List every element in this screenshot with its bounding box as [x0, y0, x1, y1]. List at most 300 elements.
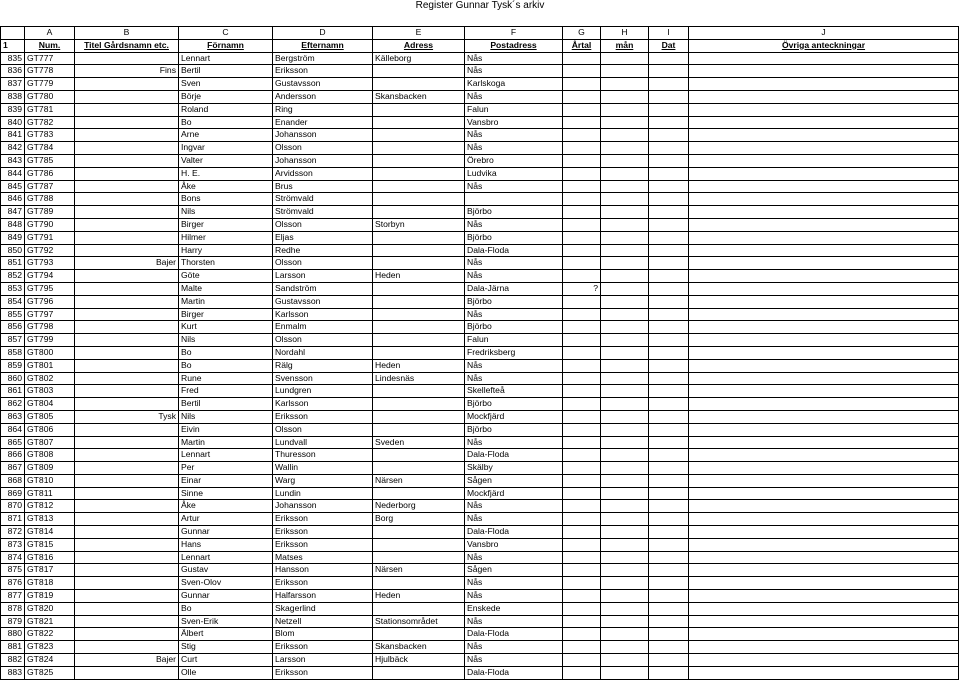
artal-cell[interactable]: [563, 270, 601, 283]
fornamn-cell[interactable]: Fred: [179, 385, 273, 398]
postadress-cell[interactable]: Nås: [465, 615, 563, 628]
num-cell[interactable]: GT815: [25, 538, 75, 551]
dat-cell[interactable]: [649, 334, 689, 347]
titel-cell[interactable]: [75, 615, 179, 628]
artal-cell[interactable]: [563, 65, 601, 78]
artal-cell[interactable]: [563, 462, 601, 475]
titel-cell[interactable]: [75, 487, 179, 500]
artal-cell[interactable]: [563, 308, 601, 321]
man-cell[interactable]: [601, 551, 649, 564]
efternamn-cell[interactable]: Thuresson: [273, 449, 373, 462]
titel-cell[interactable]: [75, 142, 179, 155]
adress-cell[interactable]: [373, 308, 465, 321]
adress-cell[interactable]: [373, 129, 465, 142]
header-ovriga[interactable]: Övriga anteckningar: [689, 39, 959, 52]
man-cell[interactable]: [601, 180, 649, 193]
num-cell[interactable]: GT822: [25, 628, 75, 641]
fornamn-cell[interactable]: Martin: [179, 295, 273, 308]
dat-cell[interactable]: [649, 257, 689, 270]
fornamn-cell[interactable]: Curt: [179, 654, 273, 667]
adress-cell[interactable]: [373, 321, 465, 334]
efternamn-cell[interactable]: Eriksson: [273, 577, 373, 590]
dat-cell[interactable]: [649, 487, 689, 500]
dat-cell[interactable]: [649, 282, 689, 295]
man-cell[interactable]: [601, 78, 649, 91]
num-cell[interactable]: GT791: [25, 231, 75, 244]
dat-cell[interactable]: [649, 90, 689, 103]
postadress-cell[interactable]: Nås: [465, 513, 563, 526]
man-cell[interactable]: [601, 52, 649, 65]
ovriga-cell[interactable]: [689, 346, 959, 359]
header-num[interactable]: Num.: [25, 39, 75, 52]
ovriga-cell[interactable]: [689, 78, 959, 91]
num-cell[interactable]: GT790: [25, 218, 75, 231]
dat-cell[interactable]: [649, 372, 689, 385]
ovriga-cell[interactable]: [689, 538, 959, 551]
artal-cell[interactable]: [563, 615, 601, 628]
adress-cell[interactable]: [373, 282, 465, 295]
num-cell[interactable]: GT795: [25, 282, 75, 295]
dat-cell[interactable]: [649, 129, 689, 142]
postadress-cell[interactable]: Dala-Floda: [465, 244, 563, 257]
adress-cell[interactable]: Närsen: [373, 564, 465, 577]
man-cell[interactable]: [601, 372, 649, 385]
column-letter[interactable]: G: [563, 27, 601, 40]
man-cell[interactable]: [601, 244, 649, 257]
fornamn-cell[interactable]: Bo: [179, 359, 273, 372]
num-cell[interactable]: GT802: [25, 372, 75, 385]
man-cell[interactable]: [601, 410, 649, 423]
titel-cell[interactable]: [75, 372, 179, 385]
titel-cell[interactable]: [75, 551, 179, 564]
postadress-cell[interactable]: Björbo: [465, 321, 563, 334]
fornamn-cell[interactable]: Olle: [179, 666, 273, 679]
postadress-cell[interactable]: Björbo: [465, 398, 563, 411]
fornamn-cell[interactable]: Lennart: [179, 449, 273, 462]
artal-cell[interactable]: [563, 526, 601, 539]
efternamn-cell[interactable]: Ring: [273, 103, 373, 116]
artal-cell[interactable]: [563, 500, 601, 513]
num-cell[interactable]: GT817: [25, 564, 75, 577]
postadress-cell[interactable]: Nås: [465, 500, 563, 513]
ovriga-cell[interactable]: [689, 654, 959, 667]
artal-cell[interactable]: [563, 167, 601, 180]
adress-cell[interactable]: Borg: [373, 513, 465, 526]
postadress-cell[interactable]: Björbo: [465, 295, 563, 308]
titel-cell[interactable]: [75, 590, 179, 603]
efternamn-cell[interactable]: Enander: [273, 116, 373, 129]
artal-cell[interactable]: [563, 218, 601, 231]
titel-cell[interactable]: [75, 500, 179, 513]
fornamn-cell[interactable]: Älbert: [179, 628, 273, 641]
titel-cell[interactable]: [75, 180, 179, 193]
num-cell[interactable]: GT825: [25, 666, 75, 679]
ovriga-cell[interactable]: [689, 282, 959, 295]
artal-cell[interactable]: [563, 372, 601, 385]
num-cell[interactable]: GT812: [25, 500, 75, 513]
fornamn-cell[interactable]: Sven-Erik: [179, 615, 273, 628]
efternamn-cell[interactable]: Eriksson: [273, 641, 373, 654]
efternamn-cell[interactable]: Enmalm: [273, 321, 373, 334]
artal-cell[interactable]: [563, 628, 601, 641]
fornamn-cell[interactable]: Stig: [179, 641, 273, 654]
dat-cell[interactable]: [649, 410, 689, 423]
fornamn-cell[interactable]: Åke: [179, 500, 273, 513]
ovriga-cell[interactable]: [689, 65, 959, 78]
ovriga-cell[interactable]: [689, 103, 959, 116]
efternamn-cell[interactable]: Skagerlind: [273, 602, 373, 615]
adress-cell[interactable]: [373, 295, 465, 308]
postadress-cell[interactable]: [465, 193, 563, 206]
artal-cell[interactable]: [563, 244, 601, 257]
titel-cell[interactable]: [75, 474, 179, 487]
num-cell[interactable]: GT805: [25, 410, 75, 423]
efternamn-cell[interactable]: Johansson: [273, 129, 373, 142]
efternamn-cell[interactable]: Blom: [273, 628, 373, 641]
adress-cell[interactable]: Stationsområdet: [373, 615, 465, 628]
efternamn-cell[interactable]: Strömvald: [273, 206, 373, 219]
ovriga-cell[interactable]: [689, 90, 959, 103]
num-cell[interactable]: GT810: [25, 474, 75, 487]
ovriga-cell[interactable]: [689, 423, 959, 436]
fornamn-cell[interactable]: Thorsten: [179, 257, 273, 270]
fornamn-cell[interactable]: Sven: [179, 78, 273, 91]
titel-cell[interactable]: [75, 103, 179, 116]
dat-cell[interactable]: [649, 654, 689, 667]
num-cell[interactable]: GT797: [25, 308, 75, 321]
postadress-cell[interactable]: Sågen: [465, 564, 563, 577]
num-cell[interactable]: GT778: [25, 65, 75, 78]
ovriga-cell[interactable]: [689, 116, 959, 129]
column-letter[interactable]: J: [689, 27, 959, 40]
man-cell[interactable]: [601, 218, 649, 231]
adress-cell[interactable]: Källeborg: [373, 52, 465, 65]
postadress-cell[interactable]: Dala-Floda: [465, 526, 563, 539]
header-efternamn[interactable]: Efternamn: [273, 39, 373, 52]
man-cell[interactable]: [601, 257, 649, 270]
num-cell[interactable]: GT804: [25, 398, 75, 411]
efternamn-cell[interactable]: Gustavsson: [273, 78, 373, 91]
postadress-cell[interactable]: Falun: [465, 103, 563, 116]
header-adress[interactable]: Adress: [373, 39, 465, 52]
ovriga-cell[interactable]: [689, 244, 959, 257]
fornamn-cell[interactable]: Ingvar: [179, 142, 273, 155]
artal-cell[interactable]: [563, 142, 601, 155]
postadress-cell[interactable]: Skellefteå: [465, 385, 563, 398]
efternamn-cell[interactable]: Eriksson: [273, 666, 373, 679]
adress-cell[interactable]: [373, 180, 465, 193]
num-cell[interactable]: GT779: [25, 78, 75, 91]
artal-cell[interactable]: [563, 78, 601, 91]
man-cell[interactable]: [601, 308, 649, 321]
dat-cell[interactable]: [649, 244, 689, 257]
postadress-cell[interactable]: Örebro: [465, 154, 563, 167]
titel-cell[interactable]: [75, 538, 179, 551]
fornamn-cell[interactable]: Bertil: [179, 398, 273, 411]
man-cell[interactable]: [601, 142, 649, 155]
man-cell[interactable]: [601, 270, 649, 283]
man-cell[interactable]: [601, 564, 649, 577]
postadress-cell[interactable]: Fredriksberg: [465, 346, 563, 359]
dat-cell[interactable]: [649, 551, 689, 564]
header-man[interactable]: mån: [601, 39, 649, 52]
efternamn-cell[interactable]: Sandström: [273, 282, 373, 295]
ovriga-cell[interactable]: [689, 564, 959, 577]
dat-cell[interactable]: [649, 641, 689, 654]
artal-cell[interactable]: [563, 52, 601, 65]
ovriga-cell[interactable]: [689, 474, 959, 487]
man-cell[interactable]: [601, 590, 649, 603]
adress-cell[interactable]: Skansbacken: [373, 641, 465, 654]
fornamn-cell[interactable]: Hilmer: [179, 231, 273, 244]
titel-cell[interactable]: [75, 154, 179, 167]
dat-cell[interactable]: [649, 359, 689, 372]
fornamn-cell[interactable]: Roland: [179, 103, 273, 116]
adress-cell[interactable]: [373, 206, 465, 219]
postadress-cell[interactable]: Nås: [465, 129, 563, 142]
dat-cell[interactable]: [649, 142, 689, 155]
man-cell[interactable]: [601, 602, 649, 615]
man-cell[interactable]: [601, 577, 649, 590]
dat-cell[interactable]: [649, 65, 689, 78]
man-cell[interactable]: [601, 449, 649, 462]
efternamn-cell[interactable]: Olsson: [273, 334, 373, 347]
num-cell[interactable]: GT787: [25, 180, 75, 193]
fornamn-cell[interactable]: Martin: [179, 436, 273, 449]
efternamn-cell[interactable]: Olsson: [273, 423, 373, 436]
dat-cell[interactable]: [649, 500, 689, 513]
efternamn-cell[interactable]: Larsson: [273, 270, 373, 283]
efternamn-cell[interactable]: Olsson: [273, 257, 373, 270]
postadress-cell[interactable]: Nås: [465, 577, 563, 590]
efternamn-cell[interactable]: Nordahl: [273, 346, 373, 359]
titel-cell[interactable]: [75, 270, 179, 283]
man-cell[interactable]: [601, 103, 649, 116]
postadress-cell[interactable]: Nås: [465, 641, 563, 654]
artal-cell[interactable]: [563, 103, 601, 116]
artal-cell[interactable]: [563, 321, 601, 334]
adress-cell[interactable]: Heden: [373, 359, 465, 372]
ovriga-cell[interactable]: [689, 590, 959, 603]
adress-cell[interactable]: [373, 423, 465, 436]
ovriga-cell[interactable]: [689, 500, 959, 513]
postadress-cell[interactable]: Nås: [465, 90, 563, 103]
postadress-cell[interactable]: Björbo: [465, 206, 563, 219]
num-cell[interactable]: GT785: [25, 154, 75, 167]
num-cell[interactable]: GT821: [25, 615, 75, 628]
postadress-cell[interactable]: Björbo: [465, 231, 563, 244]
artal-cell[interactable]: [563, 487, 601, 500]
adress-cell[interactable]: [373, 257, 465, 270]
efternamn-cell[interactable]: Netzell: [273, 615, 373, 628]
efternamn-cell[interactable]: Eriksson: [273, 526, 373, 539]
dat-cell[interactable]: [649, 474, 689, 487]
fornamn-cell[interactable]: Börje: [179, 90, 273, 103]
postadress-cell[interactable]: Enskede: [465, 602, 563, 615]
num-cell[interactable]: GT788: [25, 193, 75, 206]
postadress-cell[interactable]: Dala-Floda: [465, 666, 563, 679]
fornamn-cell[interactable]: Harry: [179, 244, 273, 257]
titel-cell[interactable]: [75, 167, 179, 180]
fornamn-cell[interactable]: Hans: [179, 538, 273, 551]
dat-cell[interactable]: [649, 103, 689, 116]
num-cell[interactable]: GT814: [25, 526, 75, 539]
ovriga-cell[interactable]: [689, 167, 959, 180]
artal-cell[interactable]: [563, 129, 601, 142]
titel-cell[interactable]: [75, 436, 179, 449]
efternamn-cell[interactable]: Lundin: [273, 487, 373, 500]
man-cell[interactable]: [601, 487, 649, 500]
num-cell[interactable]: GT784: [25, 142, 75, 155]
efternamn-cell[interactable]: Eljas: [273, 231, 373, 244]
efternamn-cell[interactable]: Matses: [273, 551, 373, 564]
adress-cell[interactable]: Heden: [373, 270, 465, 283]
efternamn-cell[interactable]: Gustavsson: [273, 295, 373, 308]
dat-cell[interactable]: [649, 167, 689, 180]
postadress-cell[interactable]: Vansbro: [465, 538, 563, 551]
column-letter[interactable]: C: [179, 27, 273, 40]
ovriga-cell[interactable]: [689, 231, 959, 244]
fornamn-cell[interactable]: Per: [179, 462, 273, 475]
titel-cell[interactable]: [75, 116, 179, 129]
dat-cell[interactable]: [649, 602, 689, 615]
adress-cell[interactable]: [373, 65, 465, 78]
header-fornamn[interactable]: Förnamn: [179, 39, 273, 52]
column-letter[interactable]: E: [373, 27, 465, 40]
artal-cell[interactable]: [563, 641, 601, 654]
titel-cell[interactable]: [75, 385, 179, 398]
artal-cell[interactable]: [563, 513, 601, 526]
num-cell[interactable]: GT803: [25, 385, 75, 398]
artal-cell[interactable]: [563, 154, 601, 167]
artal-cell[interactable]: [563, 564, 601, 577]
adress-cell[interactable]: [373, 193, 465, 206]
artal-cell[interactable]: [563, 398, 601, 411]
titel-cell[interactable]: [75, 462, 179, 475]
postadress-cell[interactable]: Nås: [465, 654, 563, 667]
titel-cell[interactable]: [75, 218, 179, 231]
titel-cell[interactable]: [75, 129, 179, 142]
ovriga-cell[interactable]: [689, 308, 959, 321]
dat-cell[interactable]: [649, 193, 689, 206]
efternamn-cell[interactable]: Johansson: [273, 500, 373, 513]
artal-cell[interactable]: [563, 385, 601, 398]
efternamn-cell[interactable]: Rälg: [273, 359, 373, 372]
fornamn-cell[interactable]: Artur: [179, 513, 273, 526]
titel-cell[interactable]: [75, 526, 179, 539]
adress-cell[interactable]: Lindesnäs: [373, 372, 465, 385]
ovriga-cell[interactable]: [689, 193, 959, 206]
num-cell[interactable]: GT798: [25, 321, 75, 334]
artal-cell[interactable]: [563, 231, 601, 244]
num-cell[interactable]: GT818: [25, 577, 75, 590]
ovriga-cell[interactable]: [689, 487, 959, 500]
fornamn-cell[interactable]: Bons: [179, 193, 273, 206]
artal-cell[interactable]: [563, 474, 601, 487]
man-cell[interactable]: [601, 538, 649, 551]
efternamn-cell[interactable]: Larsson: [273, 654, 373, 667]
titel-cell[interactable]: [75, 666, 179, 679]
dat-cell[interactable]: [649, 206, 689, 219]
artal-cell[interactable]: [563, 423, 601, 436]
postadress-cell[interactable]: Nås: [465, 52, 563, 65]
num-cell[interactable]: GT806: [25, 423, 75, 436]
efternamn-cell[interactable]: Bergström: [273, 52, 373, 65]
adress-cell[interactable]: [373, 346, 465, 359]
ovriga-cell[interactable]: [689, 334, 959, 347]
ovriga-cell[interactable]: [689, 462, 959, 475]
ovriga-cell[interactable]: [689, 526, 959, 539]
man-cell[interactable]: [601, 90, 649, 103]
ovriga-cell[interactable]: [689, 628, 959, 641]
num-cell[interactable]: GT782: [25, 116, 75, 129]
man-cell[interactable]: [601, 398, 649, 411]
ovriga-cell[interactable]: [689, 359, 959, 372]
postadress-cell[interactable]: Nås: [465, 590, 563, 603]
dat-cell[interactable]: [649, 436, 689, 449]
ovriga-cell[interactable]: [689, 372, 959, 385]
fornamn-cell[interactable]: Bo: [179, 602, 273, 615]
postadress-cell[interactable]: Björbo: [465, 423, 563, 436]
dat-cell[interactable]: [649, 321, 689, 334]
dat-cell[interactable]: [649, 52, 689, 65]
fornamn-cell[interactable]: Birger: [179, 218, 273, 231]
man-cell[interactable]: [601, 436, 649, 449]
header-postadress[interactable]: Postadress: [465, 39, 563, 52]
dat-cell[interactable]: [649, 154, 689, 167]
adress-cell[interactable]: Storbyn: [373, 218, 465, 231]
num-cell[interactable]: GT824: [25, 654, 75, 667]
fornamn-cell[interactable]: Gunnar: [179, 590, 273, 603]
postadress-cell[interactable]: Karlskoga: [465, 78, 563, 91]
postadress-cell[interactable]: Skälby: [465, 462, 563, 475]
fornamn-cell[interactable]: Einar: [179, 474, 273, 487]
adress-cell[interactable]: [373, 398, 465, 411]
titel-cell[interactable]: [75, 346, 179, 359]
artal-cell[interactable]: [563, 449, 601, 462]
postadress-cell[interactable]: Dala-Järna: [465, 282, 563, 295]
artal-cell[interactable]: [563, 654, 601, 667]
dat-cell[interactable]: [649, 564, 689, 577]
man-cell[interactable]: [601, 615, 649, 628]
adress-cell[interactable]: [373, 449, 465, 462]
titel-cell[interactable]: [75, 577, 179, 590]
titel-cell[interactable]: [75, 244, 179, 257]
man-cell[interactable]: [601, 385, 649, 398]
man-cell[interactable]: [601, 193, 649, 206]
ovriga-cell[interactable]: [689, 602, 959, 615]
num-cell[interactable]: GT807: [25, 436, 75, 449]
efternamn-cell[interactable]: Warg: [273, 474, 373, 487]
adress-cell[interactable]: Heden: [373, 590, 465, 603]
artal-cell[interactable]: [563, 257, 601, 270]
postadress-cell[interactable]: Dala-Floda: [465, 449, 563, 462]
adress-cell[interactable]: [373, 78, 465, 91]
ovriga-cell[interactable]: [689, 129, 959, 142]
man-cell[interactable]: [601, 295, 649, 308]
postadress-cell[interactable]: Nås: [465, 257, 563, 270]
ovriga-cell[interactable]: [689, 666, 959, 679]
efternamn-cell[interactable]: Olsson: [273, 142, 373, 155]
postadress-cell[interactable]: Nås: [465, 218, 563, 231]
man-cell[interactable]: [601, 116, 649, 129]
adress-cell[interactable]: Skansbacken: [373, 90, 465, 103]
artal-cell[interactable]: ?: [563, 282, 601, 295]
fornamn-cell[interactable]: Lennart: [179, 52, 273, 65]
column-letter[interactable]: I: [649, 27, 689, 40]
ovriga-cell[interactable]: [689, 321, 959, 334]
postadress-cell[interactable]: Mockfjärd: [465, 410, 563, 423]
